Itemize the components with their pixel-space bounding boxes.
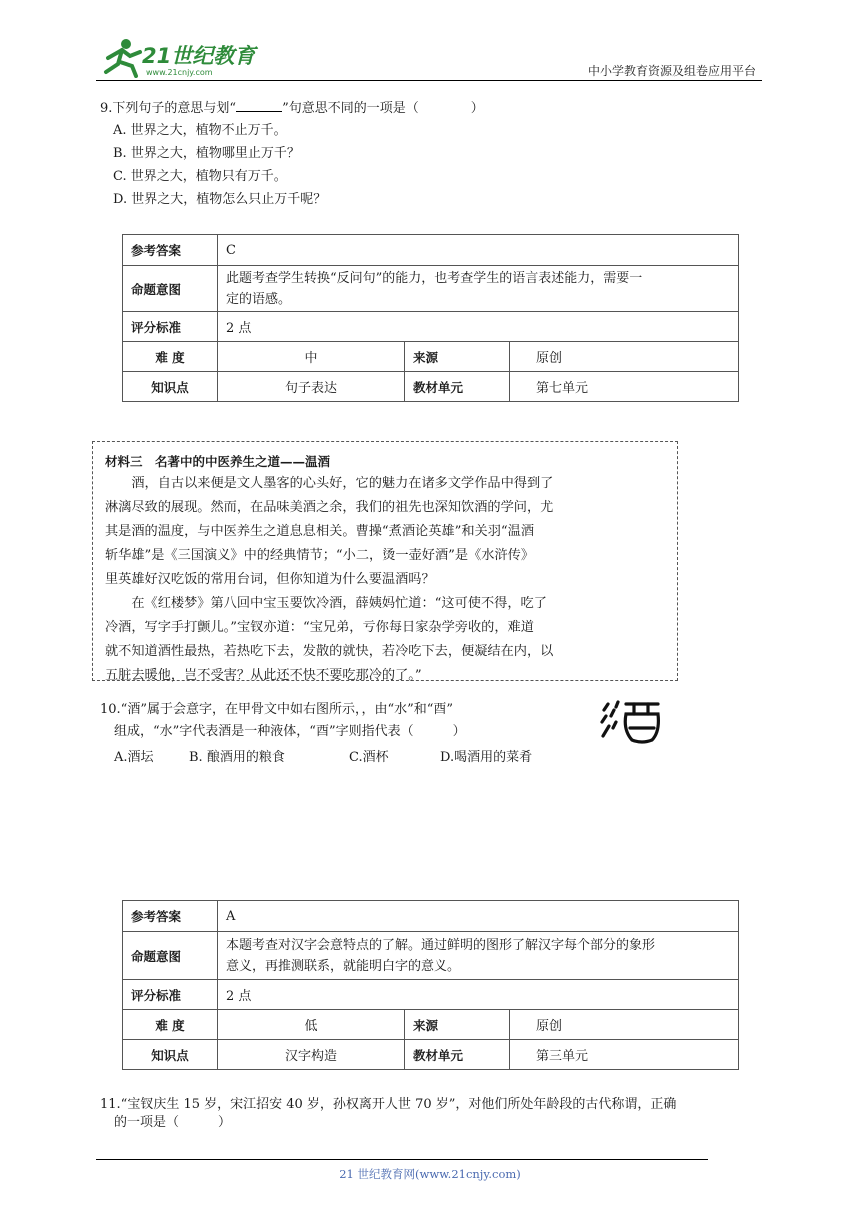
intent-label: 命题意图: [123, 932, 218, 980]
q10-option-c: C.酒杯: [349, 750, 389, 765]
site-logo: [96, 36, 266, 78]
footer-divider: [96, 1159, 708, 1160]
answer-table-q9: [122, 234, 739, 402]
q10-option-b: B. 酿酒用的粮食: [189, 750, 285, 765]
material-line: 里英雄好汉吃饭的常用台词，但你知道为什么要温酒吗？: [105, 572, 435, 587]
unit-label: 教材单元: [405, 372, 510, 402]
material-line: 冷酒，写字手打颤儿。”宝钗亦道：“宝兄弟，亏你每日家杂学旁收的，难道: [105, 620, 534, 635]
difficulty-label: 难 度: [123, 1010, 218, 1040]
material-three-box: [92, 441, 678, 681]
q11-stem-line1: 11.“宝钗庆生 15 岁，宋江招安 40 岁，孙权离开人世 70 岁”，对他们所处年龄段的古代称谓，正确: [100, 1097, 677, 1112]
intent-value: 本题考查对汉字会意特点的了解。通过鲜明的图形了解汉字每个部分的象形 意义，再推测联系，就能明白字的意义。: [218, 932, 739, 980]
q11-stem-line2: 的一项是（ ）: [114, 1115, 232, 1130]
q9-option-d: D. 世界之大，植物怎么只止万千呢？: [113, 192, 327, 207]
runner-icon: [106, 39, 140, 76]
answer-label: 参考答案: [123, 235, 218, 266]
q10-stem-line2: 组成，“水”字代表酒是一种液体，“酉”字则指代表（ ）: [114, 724, 466, 739]
score-label: 评分标准: [123, 312, 218, 342]
answer-value: C: [218, 235, 739, 266]
unit-value: 第七单元: [510, 372, 739, 402]
score-value: 2 点: [218, 312, 739, 342]
score-label: 评分标准: [123, 980, 218, 1010]
knowledge-value: 汉字构造: [218, 1040, 405, 1070]
q10-option-a: A.酒坛: [114, 750, 154, 765]
q10-stem-line1: 10.“酒”属于会意字，在甲骨文中如右图所示，，由“水”和“酉”: [100, 702, 454, 717]
q10-option-d: D.喝酒用的菜肴: [440, 750, 533, 765]
q9-option-c: C. 世界之大，植物只有万千。: [113, 169, 287, 184]
source-label: 来源: [405, 1010, 510, 1040]
knowledge-label: 知识点: [123, 372, 218, 402]
source-label: 来源: [405, 342, 510, 372]
answer-value: A: [218, 901, 739, 932]
material-line: 酒，自古以来便是文人墨客的心头好，它的魅力在诸多文学作品中得到了: [105, 476, 554, 491]
answer-table-q10: [122, 900, 739, 1070]
unit-value: 第三单元: [510, 1040, 739, 1070]
unit-label: 教材单元: [405, 1040, 510, 1070]
underline-blank: [236, 99, 282, 112]
source-value: 原创: [510, 342, 739, 372]
difficulty-label: 难 度: [123, 342, 218, 372]
logo-url: www.21cnjy.com: [146, 68, 213, 77]
source-value: 原创: [510, 1010, 739, 1040]
intent-label: 命题意图: [123, 266, 218, 312]
intent-value: 此题考查学生转换“反问句”的能力，也考查学生的语言表述能力，需要一 定的语感。: [218, 266, 739, 312]
q9-stem: 9.下列句子的意思与划“ ”句意思不同的一项是（ ）: [100, 101, 484, 116]
footer-text: 21 世纪教育网(www.21cnjy.com): [339, 1167, 521, 1181]
knowledge-value: 句子表达: [218, 372, 405, 402]
material-line: 斩华雄”是《三国演义》中的经典情节；“小二，烫一壶好酒”是《水浒传》: [105, 548, 535, 563]
q9-option-b: B. 世界之大，植物哪里止万千？: [113, 146, 300, 161]
q9-option-a: A. 世界之大，植物不止万千。: [113, 123, 287, 138]
material-line: 在《红楼梦》第八回中宝玉要饮冷酒，薛姨妈忙道：“这可使不得，吃了: [105, 596, 547, 611]
logo-text: 21世纪教育: [142, 44, 256, 68]
material-title: 材料三 名著中的中医养生之道——温酒: [105, 454, 331, 469]
material-line: 淋漓尽致的展现。然而，在品味美酒之余，我们的祖先也深知饮酒的学问，尤: [105, 500, 554, 515]
difficulty-value: 低: [218, 1010, 405, 1040]
header-divider: [96, 80, 762, 81]
score-value: 2 点: [218, 980, 739, 1010]
material-line: 就不知道酒性最热，若热吃下去，发散的就快，若冷吃下去，便凝结在内，以: [105, 644, 554, 659]
material-line: 其是酒的温度，与中医养生之道息息相关。曹操“煮酒论英雄”和关羽“温酒: [105, 524, 535, 539]
material-line: 五脏去暖他，岂不受害？从此还不快不要吃那冷的了。”: [105, 668, 422, 683]
header-platform-text: 中小学教育资源及组卷应用平台: [587, 64, 756, 78]
difficulty-value: 中: [218, 342, 405, 372]
answer-label: 参考答案: [123, 901, 218, 932]
knowledge-label: 知识点: [123, 1040, 218, 1070]
oracle-bone-jiu-character-image: [596, 698, 666, 744]
